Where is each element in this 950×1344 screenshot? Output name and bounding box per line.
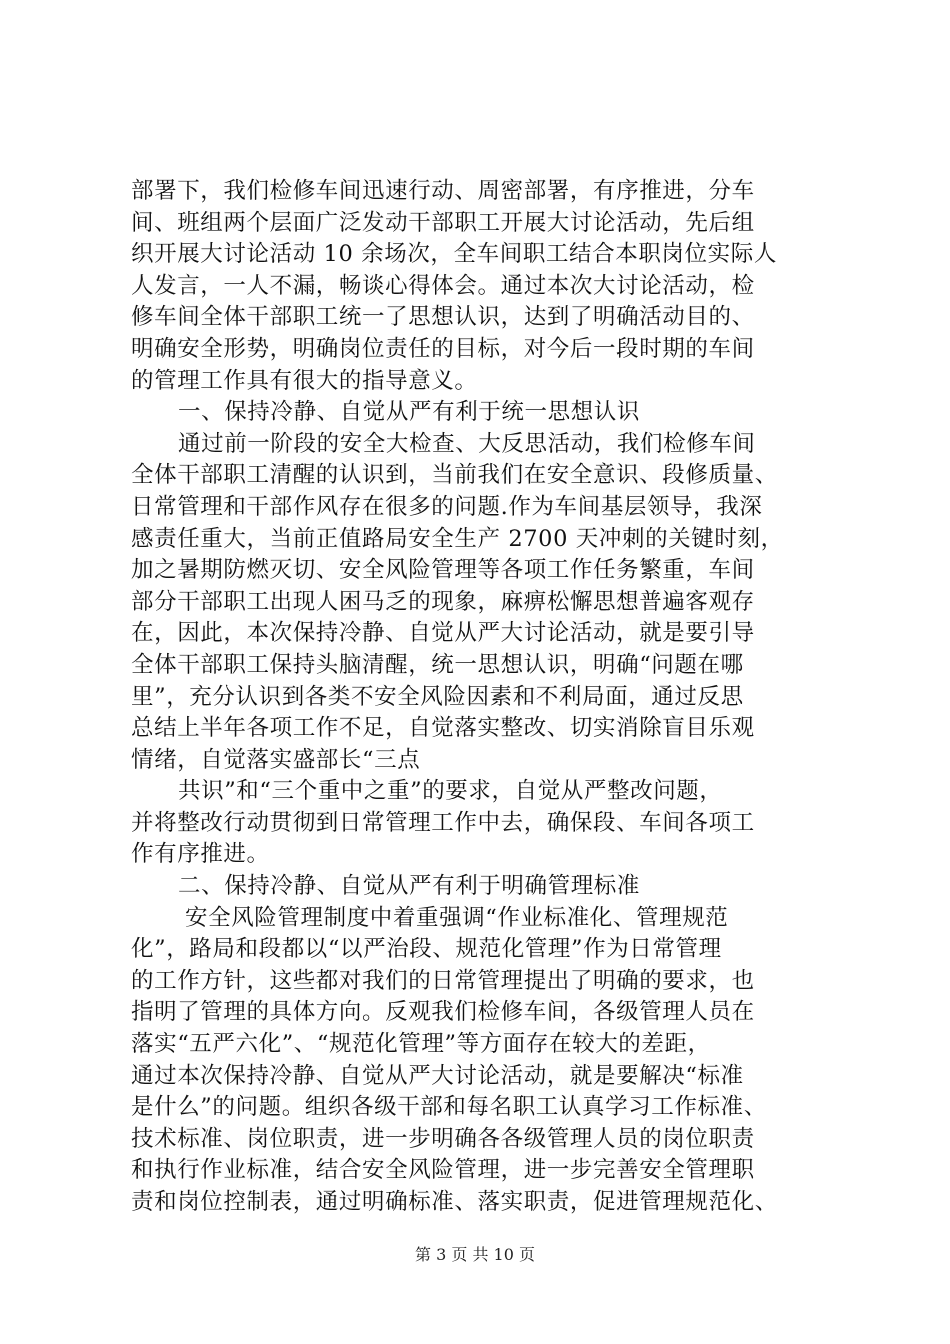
text-line: 指明了管理的具体方向。反观我们检修车间，各级管理人员在 bbox=[131, 999, 755, 1026]
text-line: 责和岗位控制表，通过明确标准、落实职责，促进管理规范化、 bbox=[131, 1189, 778, 1215]
text-line: 是什么”的问题。组织各级干部和每名职工认真学习工作标准、 bbox=[131, 1094, 767, 1121]
text-line: 技术标准、岗位职责，进一步明确各各级管理人员的岗位职责 bbox=[131, 1125, 755, 1152]
text-line: 安全风险管理制度中着重强调“作业标准化、管理规范 bbox=[185, 904, 729, 931]
text-line: 修车间全体干部职工统一了思想认识，达到了明确活动目的、 bbox=[131, 304, 755, 331]
text-line: 部署下，我们检修车间迅速行动、周密部署，有序推进，分车 bbox=[131, 178, 755, 204]
text-line: 里”，充分认识到各类不安全风险因素和不利局面，通过反思 bbox=[131, 683, 744, 710]
text-line: 共识”和“三个重中之重”的要求，自觉从严整改问题， bbox=[178, 778, 723, 805]
text-line: 的工作方针，这些都对我们的日常管理提出了明确的要求，也 bbox=[131, 967, 755, 994]
body-text bbox=[131, 176, 831, 1219]
text-line: 全体干部职工保持头脑清醒，统一思想认识，明确“问题在哪 bbox=[131, 651, 744, 678]
text-line: 作有序推进。 bbox=[131, 841, 270, 868]
text-line: 加之暑期防燃灭切、安全风险管理等各项工作任务繁重，车间 bbox=[131, 557, 755, 584]
text-line: 人发言，一人不漏，畅谈心得体会。通过本次大讨论活动，检 bbox=[131, 272, 755, 299]
text-line: 感责任重大，当前正值路局安全生产 2700 天冲刺的关键时刻， bbox=[131, 525, 784, 552]
text-line: 部分干部职工出现人困马乏的现象，麻痹松懈思想普遍客观存 bbox=[131, 588, 755, 615]
section-heading-2: 二、保持冷静、自觉从严有利于明确管理标准 bbox=[178, 873, 641, 900]
page-footer: 第 3 页 共 10 页 bbox=[415, 1245, 535, 1264]
text-line: 间、班组两个层面广泛发动干部职工开展大讨论活动，先后组 bbox=[131, 209, 755, 236]
section-heading-1: 一、保持冷静、自觉从严有利于统一思想认识 bbox=[178, 399, 641, 426]
text-line: 和执行作业标准，结合安全风险管理，进一步完善安全管理职 bbox=[131, 1157, 755, 1184]
text-line: 织开展大讨论活动 10 余场次，全车间职工结合本职岗位实际人 bbox=[131, 241, 777, 268]
text-line: 通过本次保持冷静、自觉从严大讨论活动，就是要解决“标准 bbox=[131, 1062, 744, 1089]
text-line: 日常管理和干部作风存在很多的问题.作为车间基层领导，我深 bbox=[131, 493, 763, 520]
text-line: 情绪，自觉落实盛部长“三点 bbox=[131, 746, 421, 773]
text-line: 通过前一阶段的安全大检查、大反思活动，我们检修车间 bbox=[178, 430, 756, 457]
text-line: 在，因此，本次保持冷静、自觉从严大讨论活动，就是要引导 bbox=[131, 620, 755, 647]
text-line: 的管理工作具有很大的指导意义。 bbox=[131, 367, 478, 394]
text-line: 化”，路局和段都以“以严治段、规范化管理”作为日常管理 bbox=[131, 936, 722, 963]
text-line: 总结上半年各项工作不足，自觉落实整改、切实消除盲目乐观 bbox=[131, 715, 755, 742]
text-line: 落实“五严六化”、“规范化管理”等方面存在较大的差距， bbox=[131, 1031, 711, 1058]
text-line: 全体干部职工清醒的认识到，当前我们在安全意识、段修质量、 bbox=[131, 462, 778, 489]
text-line: 明确安全形势，明确岗位责任的目标，对今后一段时期的车间 bbox=[131, 335, 755, 362]
text-line: 并将整改行动贯彻到日常管理工作中去，确保段、车间各项工 bbox=[131, 809, 755, 836]
